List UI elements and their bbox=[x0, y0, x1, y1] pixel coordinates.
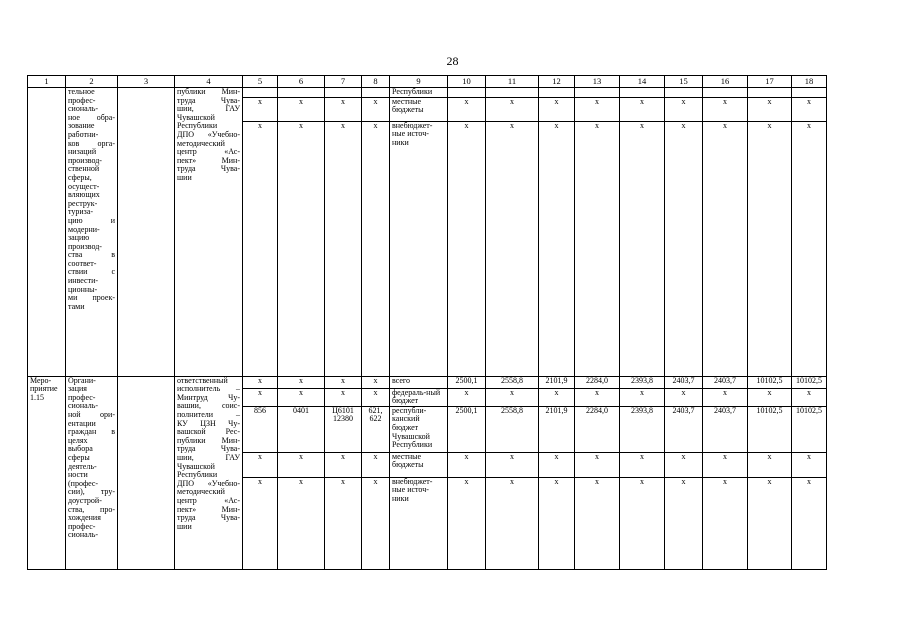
cell-value: 2500,1 bbox=[448, 376, 486, 388]
cell-line: ства в bbox=[68, 250, 115, 260]
cell-line: шии, ГАУ bbox=[177, 452, 240, 462]
cell-value: 2101,9 bbox=[539, 406, 575, 452]
cell-value: x bbox=[748, 477, 792, 569]
cell-value: x bbox=[362, 376, 390, 388]
cell-line: ственной bbox=[68, 164, 100, 174]
cell-source: всего bbox=[390, 376, 448, 388]
column-header: 13 bbox=[575, 76, 620, 88]
cell-executors bbox=[175, 376, 243, 569]
cell-line: граждан в bbox=[68, 427, 115, 437]
cell-line: профес- bbox=[68, 95, 96, 105]
cell-value: 10102,5 bbox=[748, 376, 792, 388]
cell-line: ми проек- bbox=[68, 293, 115, 303]
cell-line: вашской Рес- bbox=[177, 427, 240, 437]
cell-line: ответственный bbox=[177, 376, 228, 385]
cell-goal bbox=[118, 376, 175, 569]
cell-value bbox=[278, 88, 325, 98]
cell-value bbox=[703, 88, 748, 98]
cell-line: Республики bbox=[177, 121, 218, 131]
cell-value: x bbox=[243, 452, 278, 477]
cell-value: x bbox=[486, 477, 539, 569]
cell-value: x bbox=[278, 376, 325, 388]
header-row bbox=[28, 76, 827, 88]
cell-line: исполнитель – bbox=[177, 384, 240, 394]
cell-value bbox=[665, 88, 703, 98]
cell-value: 2284,0 bbox=[575, 376, 620, 388]
cell-value: x bbox=[748, 452, 792, 477]
cell-value: x bbox=[748, 121, 792, 376]
cell-value bbox=[325, 88, 362, 98]
cell-source: местные бюджеты bbox=[390, 452, 448, 477]
cell-value: x bbox=[448, 121, 486, 376]
cell-value: x bbox=[620, 477, 665, 569]
cell-line: публики Мин- bbox=[177, 87, 240, 96]
cell-value: x bbox=[243, 388, 278, 406]
program-table bbox=[27, 75, 827, 570]
column-header: 15 bbox=[665, 76, 703, 88]
cell-line: ной ори- bbox=[68, 409, 115, 419]
cell-source: Республики bbox=[390, 88, 448, 98]
page-number: 28 bbox=[446, 54, 459, 68]
cell-line: пект» Мин- bbox=[177, 504, 240, 514]
cell-value: x bbox=[486, 388, 539, 406]
cell-line: сиональ- bbox=[68, 530, 99, 540]
cell-number: Меро-приятие 1.15 bbox=[28, 376, 66, 569]
column-header: 5 bbox=[243, 76, 278, 88]
cell-value: x bbox=[665, 121, 703, 376]
cell-value: x bbox=[486, 121, 539, 376]
cell-value: x bbox=[703, 477, 748, 569]
cell-value: x bbox=[665, 477, 703, 569]
cell-value: x bbox=[325, 121, 362, 376]
cell-value: x bbox=[665, 388, 703, 406]
cell-value: x bbox=[362, 388, 390, 406]
cell-value: x bbox=[278, 388, 325, 406]
cell-value: x bbox=[325, 388, 362, 406]
cell-value: x bbox=[243, 97, 278, 121]
cell-value: x bbox=[362, 121, 390, 376]
column-header: 2 bbox=[66, 76, 118, 88]
cell-name bbox=[66, 88, 118, 377]
cell-value: x bbox=[362, 97, 390, 121]
cell-line: зацию bbox=[68, 233, 90, 243]
cell-line: труда Чува- bbox=[177, 513, 240, 523]
cell-line: модерни- bbox=[68, 224, 100, 234]
cell-line: методический bbox=[177, 487, 225, 497]
cell-executors bbox=[175, 88, 243, 377]
cell-value: x bbox=[792, 121, 827, 376]
cell-value: x bbox=[703, 388, 748, 406]
cell-line: вляющих bbox=[68, 190, 100, 200]
cell-line: методический bbox=[177, 138, 225, 148]
cell-value: x bbox=[278, 477, 325, 569]
column-header: 10 bbox=[448, 76, 486, 88]
cell-line: шии, ГАУ bbox=[177, 104, 240, 114]
cell-value: x bbox=[748, 388, 792, 406]
cell-line: шии bbox=[177, 172, 192, 182]
cell-value: x bbox=[575, 477, 620, 569]
cell-source: внебюджет-ные источ-ники bbox=[390, 121, 448, 376]
cell-line: низаций bbox=[68, 147, 97, 157]
cell-source: республи-канский бюджет Чувашской Республики bbox=[390, 406, 448, 452]
cell-value: 2101,9 bbox=[539, 376, 575, 388]
cell-value: x bbox=[278, 121, 325, 376]
cell-line: труда Чува- bbox=[177, 444, 240, 454]
cell-value: x bbox=[486, 452, 539, 477]
cell-value: 2558,8 bbox=[486, 406, 539, 452]
cell-line: тельное bbox=[68, 87, 95, 96]
cell-value: x bbox=[748, 97, 792, 121]
cell-line: Органи- bbox=[68, 376, 96, 385]
cell-line: сферы bbox=[68, 452, 90, 462]
cell-line: ков орга- bbox=[68, 138, 115, 148]
cell-line: шии bbox=[177, 521, 192, 531]
cell-line: производ- bbox=[68, 241, 102, 251]
cell-line: целях bbox=[68, 435, 88, 445]
cell-line: сии), тру- bbox=[68, 487, 115, 497]
table-row bbox=[28, 376, 827, 388]
cell-line: Чувашской bbox=[177, 461, 215, 471]
cell-value: 2403,7 bbox=[703, 406, 748, 452]
cell-line: вашии, соис- bbox=[177, 401, 240, 411]
cell-name bbox=[66, 376, 118, 569]
cell-line: (профес- bbox=[68, 478, 99, 488]
cell-line: Республики bbox=[177, 470, 218, 480]
cell-line: сиональ- bbox=[68, 104, 99, 114]
cell-value: Ц6101 12380 bbox=[325, 406, 362, 452]
cell-value: 856 bbox=[243, 406, 278, 452]
cell-value: x bbox=[448, 452, 486, 477]
cell-value: 2393,8 bbox=[620, 406, 665, 452]
cell-value: x bbox=[792, 452, 827, 477]
cell-value: 621, 622 bbox=[362, 406, 390, 452]
cell-value: x bbox=[703, 452, 748, 477]
cell-line: зование bbox=[68, 121, 95, 131]
cell-line: соответ- bbox=[68, 258, 97, 268]
cell-value: x bbox=[575, 388, 620, 406]
cell-line: тами bbox=[68, 301, 85, 311]
column-header: 14 bbox=[620, 76, 665, 88]
cell-source: внебюджет-ные источ-ники bbox=[390, 477, 448, 569]
cell-value: 10102,5 bbox=[748, 406, 792, 452]
cell-value: x bbox=[448, 388, 486, 406]
cell-line: ДПО «Учебно- bbox=[177, 129, 240, 139]
cell-value bbox=[575, 88, 620, 98]
cell-line: ности bbox=[68, 470, 88, 480]
cell-line: труда Чува- bbox=[177, 164, 240, 174]
cell-value: x bbox=[575, 97, 620, 121]
cell-line: туриза- bbox=[68, 207, 94, 217]
table-row bbox=[28, 88, 827, 98]
cell-value: x bbox=[325, 376, 362, 388]
cell-value: x bbox=[539, 97, 575, 121]
cell-line: ное обра- bbox=[68, 112, 115, 122]
cell-line: профес- bbox=[68, 521, 96, 531]
cell-value: x bbox=[575, 121, 620, 376]
column-header: 18 bbox=[792, 76, 827, 88]
cell-line: инвести- bbox=[68, 276, 99, 286]
cell-value: x bbox=[665, 452, 703, 477]
cell-goal bbox=[118, 88, 175, 377]
cell-line: КУ ЦЗН Чу- bbox=[177, 418, 240, 428]
cell-value: 2558,8 bbox=[486, 376, 539, 388]
cell-value: x bbox=[665, 97, 703, 121]
cell-value: x bbox=[620, 97, 665, 121]
cell-line: сферы, bbox=[68, 172, 92, 182]
cell-value bbox=[486, 88, 539, 98]
cell-source: местные бюджеты bbox=[390, 97, 448, 121]
cell-value: x bbox=[539, 452, 575, 477]
cell-line: центр «Ас- bbox=[177, 147, 240, 157]
column-header: 1 bbox=[28, 76, 66, 88]
cell-line: работни- bbox=[68, 129, 99, 139]
cell-line: цию и bbox=[68, 215, 115, 225]
cell-line: Минтруд Чу- bbox=[177, 392, 240, 402]
column-header: 11 bbox=[486, 76, 539, 88]
column-header: 3 bbox=[118, 76, 175, 88]
cell-line: полнители – bbox=[177, 409, 240, 419]
cell-value: x bbox=[243, 477, 278, 569]
column-header: 7 bbox=[325, 76, 362, 88]
cell-value: x bbox=[703, 97, 748, 121]
cell-value: 2393,8 bbox=[620, 376, 665, 388]
cell-value: x bbox=[362, 452, 390, 477]
cell-value: x bbox=[243, 121, 278, 376]
cell-line: хождения bbox=[68, 513, 101, 523]
cell-line: Чувашской bbox=[177, 112, 215, 122]
cell-line: деятель- bbox=[68, 461, 97, 471]
column-header: 6 bbox=[278, 76, 325, 88]
column-header: 12 bbox=[539, 76, 575, 88]
cell-line: профес- bbox=[68, 392, 96, 402]
cell-value: x bbox=[539, 121, 575, 376]
cell-value: x bbox=[448, 97, 486, 121]
cell-line: публики Мин- bbox=[177, 435, 240, 445]
cell-value: x bbox=[362, 477, 390, 569]
cell-value: 2284,0 bbox=[575, 406, 620, 452]
cell-line: ства, про- bbox=[68, 504, 115, 514]
cell-value: x bbox=[792, 388, 827, 406]
cell-value: 2403,7 bbox=[703, 376, 748, 388]
cell-value: x bbox=[539, 388, 575, 406]
cell-value: x bbox=[539, 477, 575, 569]
cell-value: 0401 bbox=[278, 406, 325, 452]
cell-value bbox=[243, 88, 278, 98]
cell-value: x bbox=[486, 97, 539, 121]
cell-value bbox=[448, 88, 486, 98]
cell-source: федераль-ный бюджет bbox=[390, 388, 448, 406]
cell-value bbox=[748, 88, 792, 98]
cell-line: осущест- bbox=[68, 181, 100, 191]
cell-value: x bbox=[325, 477, 362, 569]
cell-line: пект» Мин- bbox=[177, 155, 240, 165]
cell-value bbox=[620, 88, 665, 98]
cell-value: x bbox=[620, 121, 665, 376]
cell-value: 2403,7 bbox=[665, 406, 703, 452]
cell-line: ствии с bbox=[68, 267, 115, 277]
cell-line: доустрой- bbox=[68, 495, 102, 505]
cell-value: x bbox=[620, 388, 665, 406]
cell-line: ционны- bbox=[68, 284, 98, 294]
column-header: 4 bbox=[175, 76, 243, 88]
cell-value: 10102,5 bbox=[792, 376, 827, 388]
column-header: 8 bbox=[362, 76, 390, 88]
cell-line: реструк- bbox=[68, 198, 98, 208]
cell-line: центр «Ас- bbox=[177, 495, 240, 505]
cell-value: x bbox=[325, 97, 362, 121]
column-header: 9 bbox=[390, 76, 448, 88]
cell-value: 2403,7 bbox=[665, 376, 703, 388]
cell-value: x bbox=[278, 97, 325, 121]
cell-value: 10102,5 bbox=[792, 406, 827, 452]
cell-value bbox=[792, 88, 827, 98]
column-header: 16 bbox=[703, 76, 748, 88]
cell-value: x bbox=[620, 452, 665, 477]
cell-value: x bbox=[448, 477, 486, 569]
cell-number bbox=[28, 88, 66, 377]
cell-value: x bbox=[792, 477, 827, 569]
cell-value bbox=[539, 88, 575, 98]
cell-line: труда Чува- bbox=[177, 95, 240, 105]
column-header: 17 bbox=[748, 76, 792, 88]
cell-line: выбора bbox=[68, 444, 93, 454]
cell-value: x bbox=[703, 121, 748, 376]
cell-line: производ- bbox=[68, 155, 102, 165]
cell-value: x bbox=[575, 452, 620, 477]
cell-value: x bbox=[278, 452, 325, 477]
cell-value: x bbox=[325, 452, 362, 477]
cell-line: ентации bbox=[68, 418, 96, 428]
cell-value bbox=[362, 88, 390, 98]
cell-line: ДПО «Учебно- bbox=[177, 478, 240, 488]
cell-value: x bbox=[243, 376, 278, 388]
cell-line: зация bbox=[68, 384, 87, 394]
cell-line: сиональ- bbox=[68, 401, 99, 411]
cell-value: 2500,1 bbox=[448, 406, 486, 452]
cell-value: x bbox=[792, 97, 827, 121]
